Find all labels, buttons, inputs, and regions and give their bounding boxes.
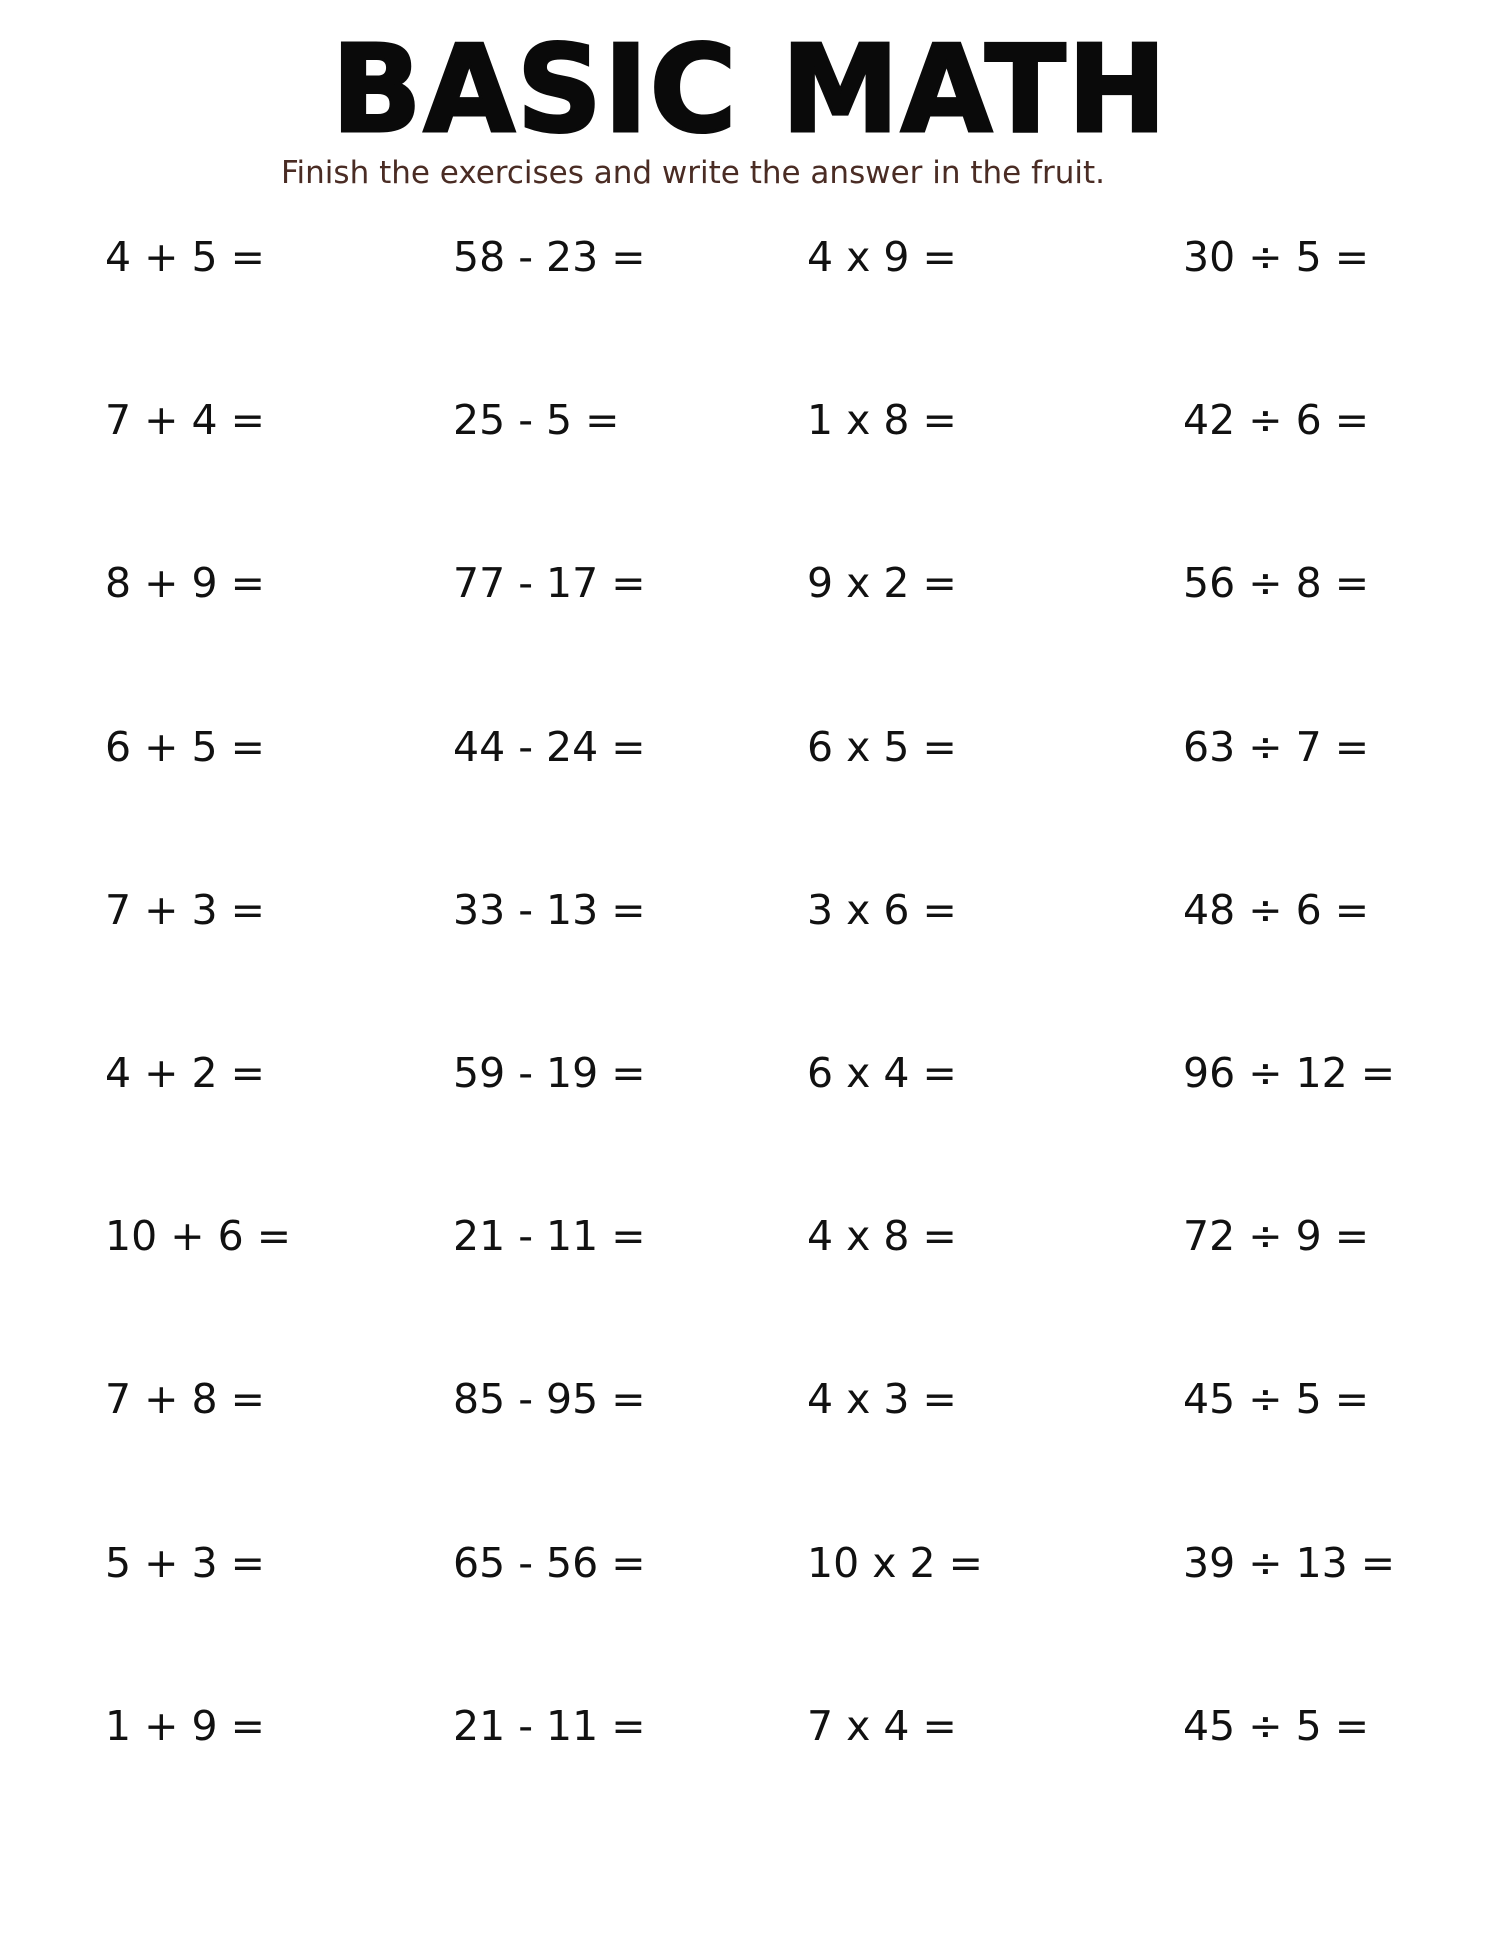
exercise-division: 72 ÷ 9 = [1183,1212,1370,1260]
exercise-subtraction: 65 - 56 = [453,1539,646,1587]
exercise-addition: 4 + 2 = [105,1049,265,1097]
exercise-subtraction: 58 - 23 = [453,233,646,281]
exercise-division: 45 ÷ 5 = [1183,1375,1370,1423]
exercise-addition: 5 + 3 = [105,1539,265,1587]
exercise-addition: 6 + 5 = [105,723,265,771]
exercise-multiplication: 7 x 4 = [807,1702,957,1750]
exercise-subtraction: 77 - 17 = [453,559,646,607]
exercise-addition: 4 + 5 = [105,233,265,281]
exercise-division: 63 ÷ 7 = [1183,723,1370,771]
exercise-subtraction: 21 - 11 = [453,1702,646,1750]
exercise-addition: 7 + 3 = [105,886,265,934]
exercise-addition: 7 + 8 = [105,1375,265,1423]
exercise-division: 56 ÷ 8 = [1183,559,1370,607]
exercise-multiplication: 3 x 6 = [807,886,957,934]
exercise-subtraction: 25 - 5 = [453,396,620,444]
exercise-addition: 8 + 9 = [105,559,265,607]
exercise-subtraction: 85 - 95 = [453,1375,646,1423]
page-title: BASIC MATH [331,18,1169,160]
exercise-multiplication: 1 x 8 = [807,396,957,444]
exercise-division: 48 ÷ 6 = [1183,886,1370,934]
exercise-division: 39 ÷ 13 = [1183,1539,1396,1587]
exercise-division: 45 ÷ 5 = [1183,1702,1370,1750]
exercise-subtraction: 44 - 24 = [453,723,646,771]
exercise-addition: 10 + 6 = [105,1212,292,1260]
exercise-multiplication: 9 x 2 = [807,559,957,607]
exercise-multiplication: 4 x 3 = [807,1375,957,1423]
exercise-subtraction: 21 - 11 = [453,1212,646,1260]
exercise-multiplication: 6 x 5 = [807,723,957,771]
exercise-multiplication: 4 x 8 = [807,1212,957,1260]
exercise-multiplication: 6 x 4 = [807,1049,957,1097]
exercise-subtraction: 33 - 13 = [453,886,646,934]
exercise-multiplication: 4 x 9 = [807,233,957,281]
exercise-subtraction: 59 - 19 = [453,1049,646,1097]
exercise-multiplication: 10 x 2 = [807,1539,983,1587]
exercise-division: 30 ÷ 5 = [1183,233,1370,281]
exercise-addition: 1 + 9 = [105,1702,265,1750]
exercise-division: 42 ÷ 6 = [1183,396,1370,444]
page-subtitle: Finish the exercises and write the answer in the fruit. [280,155,1106,191]
exercise-division: 96 ÷ 12 = [1183,1049,1396,1097]
exercise-addition: 7 + 4 = [105,396,265,444]
